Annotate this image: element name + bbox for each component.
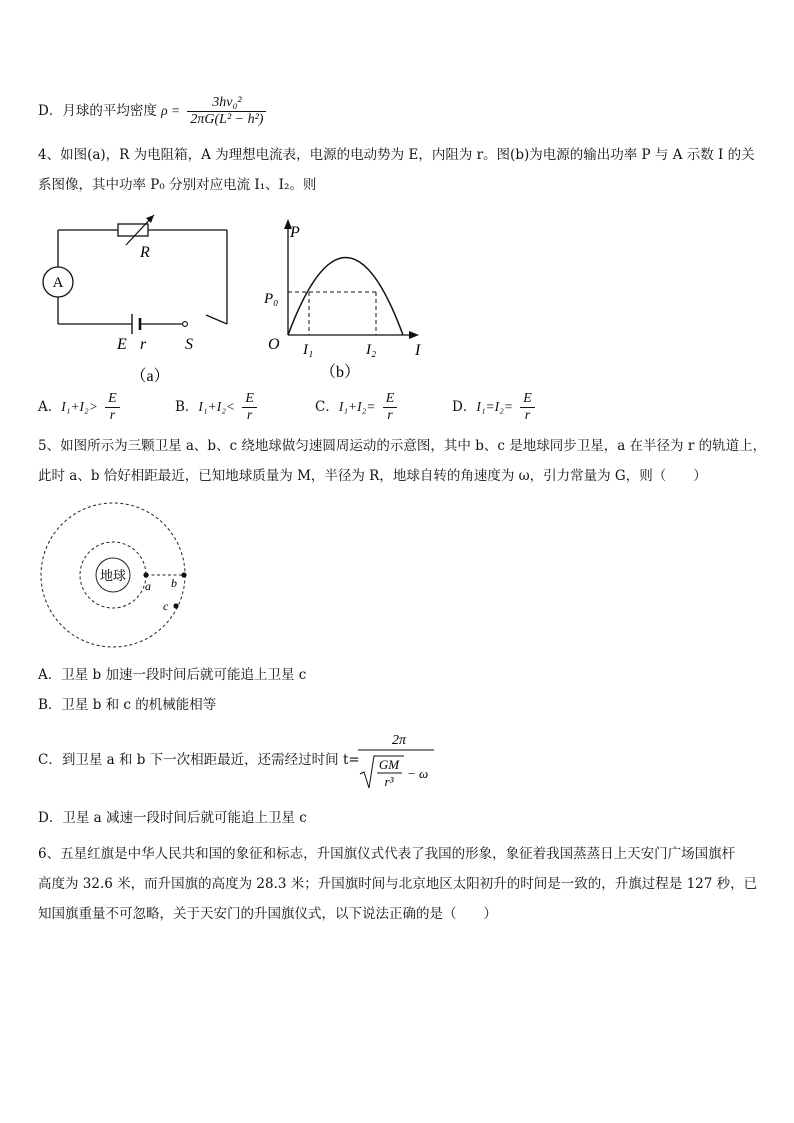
fraction-numerator: E <box>105 391 120 408</box>
option-label: D． <box>452 399 477 415</box>
axis-label-I: I <box>415 342 421 359</box>
option-fraction <box>105 391 120 424</box>
q4-option-a <box>38 391 123 424</box>
satellite-a-dot <box>143 572 148 577</box>
label-I1: I₁ <box>303 342 314 358</box>
fraction-numerator: E <box>242 391 257 408</box>
option-fraction <box>383 391 398 424</box>
satellite-a-label: a <box>145 579 151 593</box>
q6-stem-line2: 高度为 32.6 米，而升国旗的高度为 28.3 米；升国旗时间与北京地区太阳初升的时间是一致的，升旗过程是 127 秒，已 <box>38 876 758 892</box>
q3-option-d-prefix: D．月球的平均密度 <box>38 103 157 119</box>
formula-inner-numerator: GM <box>378 757 400 772</box>
fraction-denominator: r <box>246 408 253 423</box>
label-I2: I₂ <box>366 342 377 358</box>
satellite-c-dot <box>173 603 178 608</box>
q5-option-d: D．卫星 a 减速一段时间后就可能追上卫星 c <box>38 810 307 826</box>
q5-option-c <box>38 728 766 792</box>
formula-numerator: 2π <box>391 733 407 748</box>
q3-option-d <box>38 95 766 125</box>
q4-option-b <box>175 391 260 424</box>
q4-stem-line2: 系图像，其中功率 P₀ 分别对应电流 I₁、I₂。则 <box>38 177 317 193</box>
origin-O: O <box>268 336 280 353</box>
caption-a: （a） <box>130 368 170 385</box>
label-A: A <box>52 275 64 291</box>
label-S: S <box>185 336 193 353</box>
option-expr: I₁+I₂< <box>198 399 236 414</box>
q6-stem-line1: 6、五星红旗是中华人民共和国的象征和标志，升国旗仪式代表了我国的形象，象征着我国蒸蒸日上天安门广场国旗杆 <box>38 846 736 862</box>
fraction-numerator: E <box>383 391 398 408</box>
q6-stem-line3: 知国旗重量不可忽略，关于天安门的升国旗仪式，以下说法正确的是（ ） <box>38 906 497 922</box>
q5-stem-line1: 5、如图所示为三颗卫星 a、b、c 绕地球做匀速圆周运动的示意图，其中 b、c 是地球同步卫星，a 在半径为 r 的轨道上， <box>38 438 767 454</box>
option-expr: I₁+I₂= <box>338 399 376 414</box>
caption-b: （b） <box>319 364 361 381</box>
satellite-orbits-figure <box>36 500 196 658</box>
option-fraction <box>242 391 257 424</box>
q4-options <box>38 391 766 425</box>
circuit-figure-a <box>40 205 240 385</box>
q5-option-b: B．卫星 b 和 c 的机械能相等 <box>38 697 217 713</box>
switch-contact <box>183 322 188 327</box>
label-P0: P₀ <box>264 291 279 307</box>
power-current-graph-b <box>258 215 443 385</box>
option-fraction <box>520 391 535 424</box>
label-E: E <box>117 336 127 353</box>
fraction-denominator: 2πG(L² − h²) <box>190 112 264 127</box>
formula-tail: − ω <box>407 766 429 781</box>
q3-option-d-lhs: ρ = <box>161 103 181 118</box>
label-R: R <box>140 244 150 261</box>
fraction-denominator: r <box>109 408 116 423</box>
q5-stem-line2: 此时 a、b 恰好相距最近，已知地球质量为 M，半径为 R，地球自转的角速度为 ω，引力常量为 G，则（ ） <box>38 468 707 484</box>
formula-inner-denominator: r³ <box>384 774 394 789</box>
fraction-denominator: r <box>387 408 393 423</box>
satellite-c-label: c <box>163 599 169 613</box>
axis-label-P: P <box>290 224 300 241</box>
fraction-numerator: 3hv₀² <box>187 95 266 112</box>
q5-option-c-prefix: C．到卫星 a 和 b 下一次相距最近，还需经过时间 t= <box>38 752 360 768</box>
label-r: r <box>140 336 147 353</box>
option-label: A． <box>38 399 62 415</box>
option-label: C． <box>315 399 339 415</box>
fraction-denominator: r <box>524 408 531 423</box>
q3-option-d-fraction <box>187 95 266 128</box>
q4-stem-line1: 4、如图(a)，R 为电阻箱，A 为理想电流表，电源的电动势为 E，内阻为 r。图(b)为电源的输出功率 P 与 A 示数 I 的关 <box>38 147 755 163</box>
satellite-b-label: b <box>171 576 177 590</box>
option-label: B． <box>175 399 199 415</box>
fraction-numerator: E <box>520 391 535 408</box>
q4-option-c <box>315 391 400 424</box>
q5-option-a: A．卫星 b 加速一段时间后就可能追上卫星 c <box>38 667 307 683</box>
option-expr: I₁=I₂= <box>476 399 513 414</box>
satellite-b-dot <box>181 572 186 577</box>
option-expr: I₁+I₂> <box>61 399 98 414</box>
power-curve <box>288 258 403 336</box>
earth-label: 地球 <box>99 568 127 583</box>
q4-option-d <box>452 391 538 424</box>
q5-option-c-formula <box>356 728 436 792</box>
